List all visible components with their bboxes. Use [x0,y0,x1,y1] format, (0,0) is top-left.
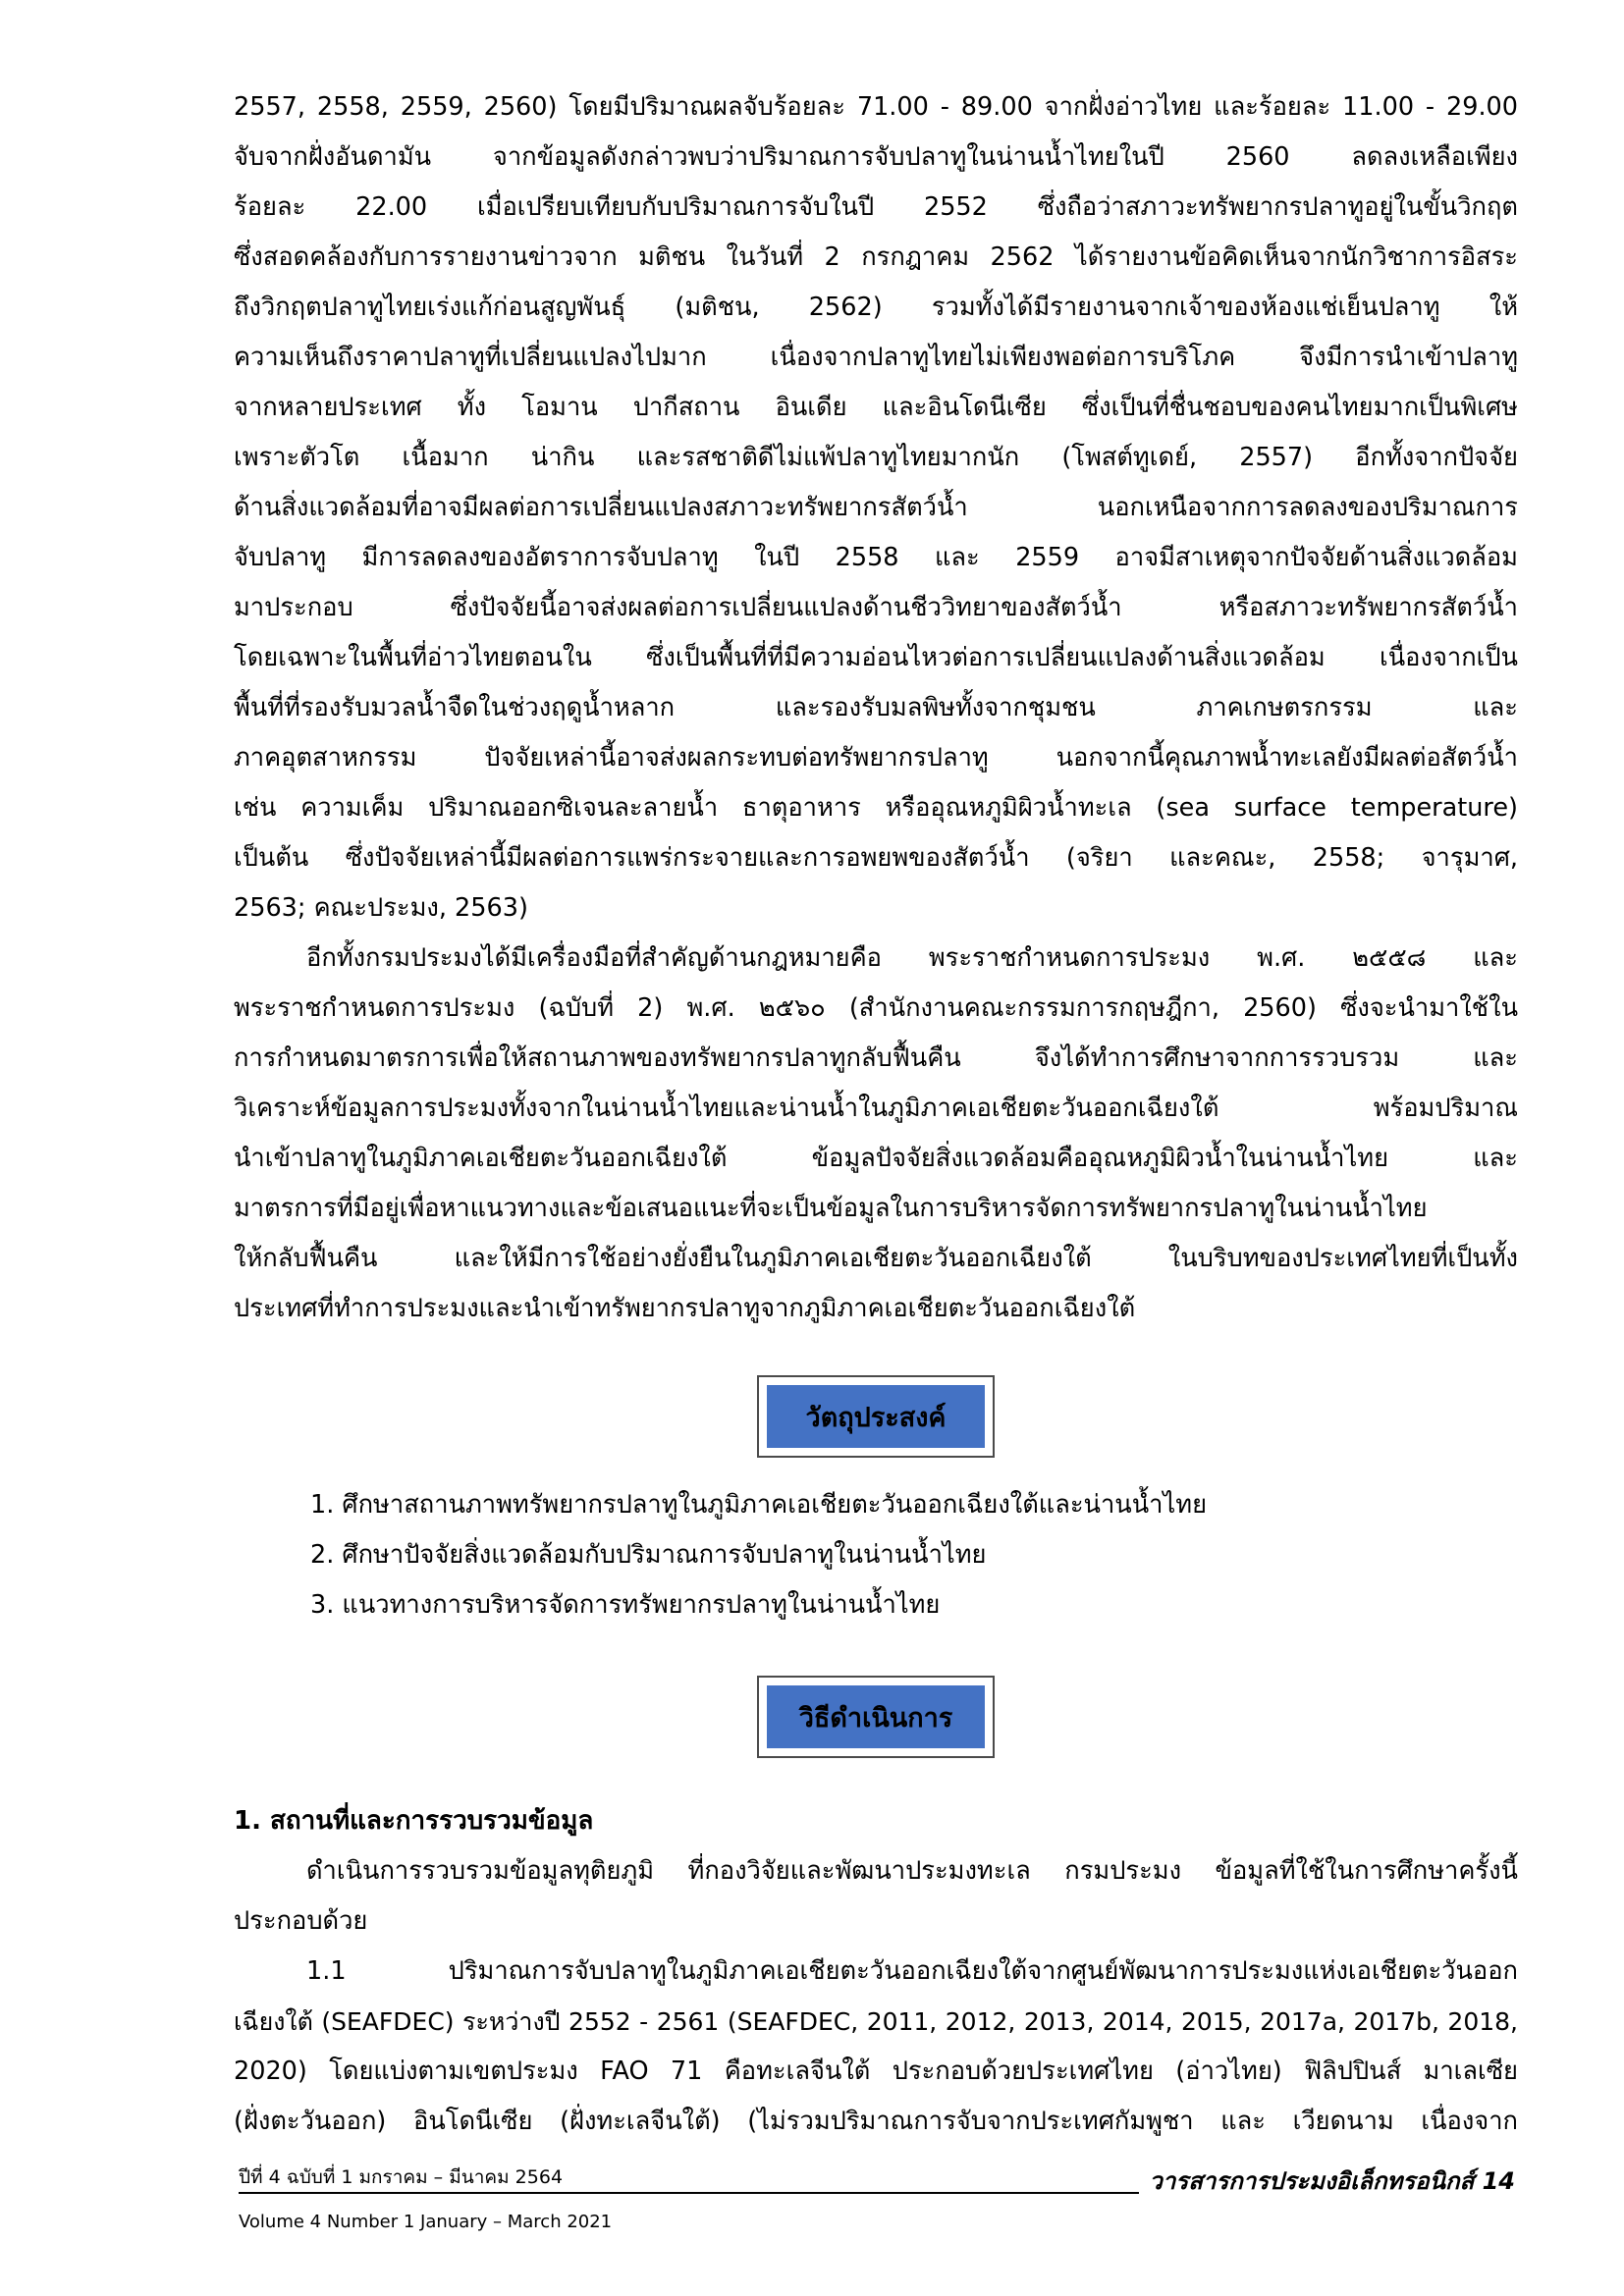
methods-heading-container [234,1678,1518,1756]
paragraph-line: เป็นต้น ซึ่งปัจจัยเหล่านี้มีผลต่อการแพร่กระจายและการอพยพของสัตว์น้ำ (จริยา และคณะ, 2558; จารุมาศ, [234,843,1518,873]
paragraph-line: ความเห็นถึงราคาปลาทูที่เปลี่ยนแปลงไปมาก เนื่องจากปลาทูไทยไม่เพียงพอต่อการบริโภค จึงมีการนำเข้าปลาทู [234,343,1518,372]
paragraph-line: พระราชกำหนดการประมง (ฉบับที่ 2) พ.ศ. ๒๕๖๐ (สำนักงานคณะกรรมการกฤษฎีกา, 2560) ซึ่งจะนำมาใช้ใน [234,993,1518,1023]
paragraph-line: ประเทศที่ทำการประมงและนำเข้าทรัพยากรปลาทูจากภูมิภาคเอเชียตะวันออกเฉียงใต้ [234,1294,1136,1323]
paragraph-line: 2563; คณะประมง, 2563) [234,893,528,923]
article-body [234,82,1518,2147]
item-1-1-paragraph [234,1947,1518,2147]
paragraph-line: ซึ่งสอดคล้องกับการรายงานข่าวจาก มติชน ในวันที่ 2 กรกฎาคม 2562 ได้รายงานข้อคิดเห็นจากนักวิชาการอิสระ [234,242,1518,272]
paragraph-line: ประกอบด้วย [234,1906,368,1936]
footer-issue-english: Volume 4 Number 1 January – March 2021 [239,2212,613,2232]
paragraph-line: ให้กลับฟื้นคืน และให้มีการใช้อย่างยั่งยืนในภูมิภาคเอเชียตะวันออกเฉียงใต้ ในบริบทของประเทศไทยที่เป็นทั้ง [234,1244,1518,1273]
paragraph-line: วิเคราะห์ข้อมูลการประมงทั้งจากในน่านน้ำไทยและน่านน้ำในภูมิภาคเอเชียตะวันออกเฉียงใต้ พร้อมปริมาณ [234,1094,1518,1123]
intro-paragraph [234,82,1518,934]
section-title: 1. สถานที่และการรวบรวมข้อมูล [234,1806,594,1836]
paragraph-line: นำเข้าปลาทูในภูมิภาคเอเชียตะวันออกเฉียงใต้ ข้อมูลปัจจัยสิ่งแวดล้อมคืออุณหภูมิผิวน้ำในน่านน้ำไทย และ [234,1144,1518,1173]
paragraph-line: พื้นที่ที่รองรับมวลน้ำจืดในช่วงฤดูน้ำหลาก และรองรับมลพิษทั้งจากชุมชน ภาคเกษตรกรรม และ [234,693,1518,722]
list-item: 2. ศึกษาปัจจัยสิ่งแวดล้อมกับปริมาณการจับปลาทูในน่านน้ำไทย [310,1540,987,1570]
list-item: 1. ศึกษาสถานภาพทรัพยากรปลาทูในภูมิภาคเอเชียตะวันออกเฉียงใต้และน่านน้ำไทย [310,1490,1208,1520]
footer-journal [1139,2166,1515,2196]
paragraph-line: มาประกอบ ซึ่งปัจจัยนี้อาจส่งผลต่อการเปลี่ยนแปลงด้านชีววิทยาของสัตว์น้ำ หรือสภาวะทรัพยากรสัตว์น้ำ [234,593,1518,622]
objectives-heading-container [234,1377,1518,1456]
paragraph-line: ดำเนินการรวบรวมข้อมูลทุติยภูมิ ที่กองวิจัยและพัฒนาประมงทะเล กรมประมง ข้อมูลที่ใช้ในการศึกษาครั้งนี้ [306,1856,1518,1886]
paragraph-line: เฉียงใต้ (SEAFDEC) ระหว่างปี 2552 - 2561 (SEAFDEC, 2011, 2012, 2013, 2014, 2015, 2017a, 2017b, 2018, [234,2007,1518,2036]
objectives-list [234,1480,1518,1630]
paragraph-line: การกำหนดมาตรการเพื่อให้สถานภาพของทรัพยากรปลาทูกลับฟื้นคืน จึงได้ทำการศึกษาจากการรวบรวม และ [234,1043,1518,1073]
methods-heading: วิธีดำเนินการ [798,1702,953,1734]
list-item: 3. แนวทางการบริหารจัดการทรัพยากรปลาทูในน่านน้ำไทย [310,1590,941,1620]
paragraph-line: จับจากฝั่งอันดามัน จากข้อมูลดังกล่าวพบว่าปริมาณการจับปลาทูในน่านน้ำไทยในปี 2560 ลดลงเหลือเพียง [234,142,1518,172]
paragraph-line: ถึงวิกฤตปลาทูไทยเร่งแก้ก่อนสูญพันธุ์ (มติชน, 2562) รวมทั้งได้มีรายงานจากเจ้าของห้องแช่เย็นปลาทู ให้ [234,293,1518,322]
methods-heading-box [759,1678,993,1756]
paragraph-line: ภาคอุตสาหกรรม ปัจจัยเหล่านี้อาจส่งผลกระทบต่อทรัพยากรปลาทู นอกจากนี้คุณภาพน้ำทะเลยังมีผลต่อสัตว์น้ำ [234,743,1518,773]
paragraph-line: มาตรการที่มีอยู่เพื่อหาแนวทางและข้อเสนอแนะที่จะเป็นข้อมูลในการบริหารจัดการทรัพยากรปลาทูในน่านน้ำไทย [234,1194,1428,1223]
objectives-heading-box [759,1377,993,1456]
paragraph-line: ด้านสิ่งแวดล้อมที่อาจมีผลต่อการเปลี่ยนแปลงสภาวะทรัพยากรสัตว์น้ำ นอกเหนือจากการลดลงของปริมาณการ [234,493,1518,522]
legal-tools-paragraph [234,934,1518,1334]
objectives-heading: วัตถุประสงค์ [805,1402,947,1433]
paragraph-line: 1.1 ปริมาณการจับปลาทูในภูมิภาคเอเชียตะวันออกเฉียงใต้จากศูนย์พัฒนาการประมงแห่งเอเชียตะวันออก [306,1956,1518,1986]
footer-page-number: 14 [1482,2167,1515,2195]
paragraph-line: เพราะตัวโต เนื้อมาก น่ากิน และรสชาติดีไม่แพ้ปลาทูไทยมากนัก (โพสต์ทูเดย์, 2557) อีกทั้งจากปัจจัย [234,443,1518,472]
paragraph-line: อีกทั้งกรมประมงได้มีเครื่องมือที่สำคัญด้านกฎหมายคือ พระราชกำหนดการประมง พ.ศ. ๒๕๕๘ และ [306,943,1518,973]
footer-journal-name: วารสารการประมงอิเล็กทรอนิกส์ [1149,2167,1475,2195]
paragraph-line: จับปลาทู มีการลดลงของอัตราการจับปลาทู ในปี 2558 และ 2559 อาจมีสาเหตุจากปัจจัยด้านสิ่งแวดล้อม [234,543,1518,572]
section1-paragraph [234,1846,1518,1947]
footer-issue-thai: ปีที่ 4 ฉบับที่ 1 มกราคม – มีนาคม 2564 [239,2166,564,2188]
page-footer [239,2163,1515,2235]
paragraph-line: 2020) โดยแบ่งตามเขตประมง FAO 71 คือทะเลจีนใต้ ประกอบด้วยประเทศไทย (อ่าวไทย) ฟิลิปปินส์ มาเลเซีย [234,2056,1518,2086]
paragraph-line: ร้อยละ 22.00 เมื่อเปรียบเทียบกับปริมาณการจับในปี 2552 ซึ่งถือว่าสภาวะทรัพยากรปลาทูอยู่ในขั้นวิกฤต [234,192,1518,222]
paragraph-line: จากหลายประเทศ ทั้ง โอมาน ปากีสถาน อินเดีย และอินโดนีเซีย ซึ่งเป็นที่ชื่นชอบของคนไทยมากเป็นพิเศษ [234,393,1518,422]
paragraph-line: (ฝั่งตะวันออก) อินโดนีเซีย (ฝั่งทะเลจีนใต้) (ไม่รวมปริมาณการจับจากประเทศกัมพูชา และ เวียดนาม เนื่องจาก [234,2107,1518,2136]
paragraph-line: 2557, 2558, 2559, 2560) โดยมีปริมาณผลจับร้อยละ 71.00 - 89.00 จากฝั่งอ่าวไทย และร้อยละ 11.00 - 29.00 [234,92,1518,122]
paragraph-line: โดยเฉพาะในพื้นที่อ่าวไทยตอนใน ซึ่งเป็นพื้นที่ที่มีความอ่อนไหวต่อการเปลี่ยนแปลงด้านสิ่งแวดล้อม เนื่องจากเป็น [234,643,1518,672]
paragraph-line: เช่น ความเค็ม ปริมาณออกซิเจนละลายน้ำ ธาตุอาหาร หรืออุณหภูมิผิวน้ำทะเล (sea surface temperature) [234,793,1518,823]
